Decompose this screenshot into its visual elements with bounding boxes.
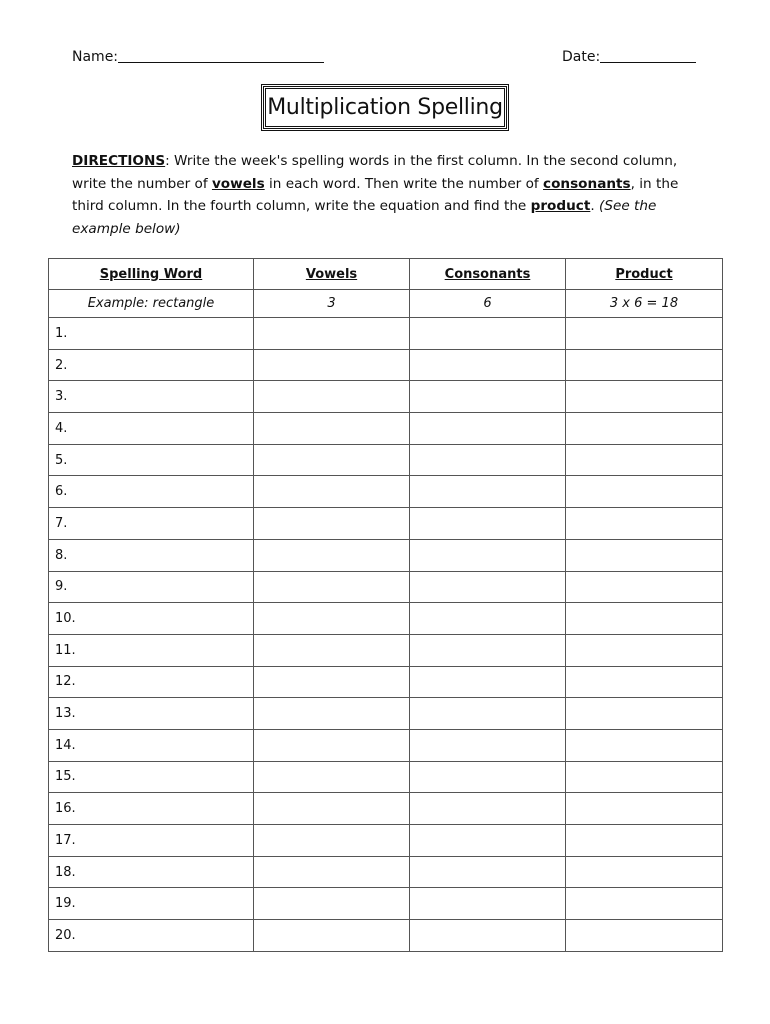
consonants-cell[interactable] [410,444,566,476]
example-word: Example: rectangle [49,290,254,318]
vowels-cell[interactable] [254,349,410,381]
product-cell[interactable] [566,888,723,920]
vowels-cell[interactable] [254,793,410,825]
example-product: 3 x 6 = 18 [566,290,723,318]
vowels-cell[interactable] [254,825,410,857]
header-spelling-word: Spelling Word [49,259,254,290]
table-row [49,476,723,508]
product-cell[interactable] [566,698,723,730]
consonants-cell[interactable] [410,920,566,952]
example-vowels: 3 [254,290,410,318]
vowels-cell[interactable] [254,761,410,793]
product-cell[interactable] [566,603,723,635]
product-cell[interactable] [566,508,723,540]
vowels-cell[interactable] [254,318,410,350]
row-number-cell[interactable]: 2. [49,349,254,381]
row-number-cell[interactable]: 20. [49,920,254,952]
product-cell[interactable] [566,729,723,761]
directions-note: (See the example below) [72,198,657,237]
row-number-cell[interactable]: 12. [49,666,254,698]
row-number-cell[interactable]: 19. [49,888,254,920]
product-cell[interactable] [566,571,723,603]
product-cell[interactable] [566,444,723,476]
table-row [49,539,723,571]
example-consonants: 6 [410,290,566,318]
row-number-cell[interactable]: 17. [49,825,254,857]
table-row [49,349,723,381]
table-row [49,729,723,761]
vowels-cell[interactable] [254,413,410,445]
row-number-cell[interactable]: 15. [49,761,254,793]
vowels-cell[interactable] [254,856,410,888]
date-blank-line[interactable] [600,48,696,63]
name-blank-line[interactable] [118,48,324,63]
spelling-table [48,258,723,952]
row-number-cell[interactable]: 14. [49,729,254,761]
product-cell[interactable] [566,856,723,888]
table-row [49,444,723,476]
consonants-cell[interactable] [410,888,566,920]
vowels-cell[interactable] [254,508,410,540]
row-number-cell[interactable]: 11. [49,634,254,666]
consonants-cell[interactable] [410,825,566,857]
name-field[interactable] [72,48,324,65]
consonants-cell[interactable] [410,508,566,540]
vowels-cell[interactable] [254,920,410,952]
directions-text-2: in each word. Then write the number of [264,175,544,192]
consonants-cell[interactable] [410,571,566,603]
consonants-cell[interactable] [410,729,566,761]
consonants-cell[interactable] [410,381,566,413]
product-cell[interactable] [566,381,723,413]
vowels-cell[interactable] [254,476,410,508]
title-box [263,86,507,129]
header-product: Product [566,259,723,290]
table-row [49,571,723,603]
table-row [49,920,723,952]
vowels-cell[interactable] [254,603,410,635]
consonants-cell[interactable] [410,761,566,793]
row-number-cell[interactable]: 6. [49,476,254,508]
table-row [49,318,723,350]
page-title: Multiplication Spelling [267,95,503,120]
table-row [49,856,723,888]
directions-text-1: : Write the week's spelling words in the first column. In the second column, write the number of [72,153,678,192]
consonants-cell[interactable] [410,603,566,635]
example-row [49,290,723,318]
row-number-cell[interactable]: 9. [49,571,254,603]
consonants-cell[interactable] [410,793,566,825]
table-row [49,825,723,857]
product-cell[interactable] [566,349,723,381]
row-number-cell[interactable]: 7. [49,508,254,540]
table-row [49,634,723,666]
row-number-cell[interactable]: 16. [49,793,254,825]
name-label: Name: [72,49,119,65]
row-number-cell[interactable]: 8. [49,539,254,571]
row-number-cell[interactable]: 10. [49,603,254,635]
consonants-cell[interactable] [410,856,566,888]
date-field[interactable] [562,48,696,65]
table-row [49,603,723,635]
vowels-cell[interactable] [254,539,410,571]
row-number-cell[interactable]: 5. [49,444,254,476]
product-cell[interactable] [566,476,723,508]
directions-label: DIRECTIONS [72,153,166,169]
vowels-cell[interactable] [254,698,410,730]
product-cell[interactable] [566,413,723,445]
table-row [49,698,723,730]
table-row [49,508,723,540]
vowels-cell[interactable] [254,634,410,666]
consonants-cell[interactable] [410,349,566,381]
table-row [49,761,723,793]
consonants-cell[interactable] [410,698,566,730]
vowels-cell[interactable] [254,888,410,920]
row-number-cell[interactable]: 18. [49,856,254,888]
product-cell[interactable] [566,920,723,952]
row-number-cell[interactable]: 1. [49,318,254,350]
vowels-cell[interactable] [254,444,410,476]
table-row [49,413,723,445]
header-vowels: Vowels [254,259,410,290]
row-number-cell[interactable]: 3. [49,381,254,413]
date-label: Date: [562,49,601,65]
row-number-cell[interactable]: 4. [49,413,254,445]
product-cell[interactable] [566,761,723,793]
product-cell[interactable] [566,825,723,857]
table-header-row [49,259,723,290]
vowels-cell[interactable] [254,381,410,413]
consonants-keyword: consonants [543,175,631,192]
table-row [49,381,723,413]
vowels-cell[interactable] [254,666,410,698]
product-cell[interactable] [566,634,723,666]
table-row [49,888,723,920]
table-row [49,793,723,825]
directions-text-4: . [590,198,600,214]
product-cell[interactable] [566,793,723,825]
header-consonants: Consonants [410,259,566,290]
consonants-cell[interactable] [410,666,566,698]
product-cell[interactable] [566,318,723,350]
vowels-cell[interactable] [254,729,410,761]
product-keyword: product [530,198,591,214]
vowels-cell[interactable] [254,571,410,603]
consonants-cell[interactable] [410,318,566,350]
directions-text-3: , in the third column. In the fourth column, write the equation and find the [72,175,679,214]
vowels-keyword: vowels [211,175,265,192]
consonants-cell[interactable] [410,634,566,666]
consonants-cell[interactable] [410,539,566,571]
table-row [49,666,723,698]
row-number-cell[interactable]: 13. [49,698,254,730]
directions-paragraph [72,150,702,240]
product-cell[interactable] [566,539,723,571]
consonants-cell[interactable] [410,413,566,445]
consonants-cell[interactable] [410,476,566,508]
product-cell[interactable] [566,666,723,698]
